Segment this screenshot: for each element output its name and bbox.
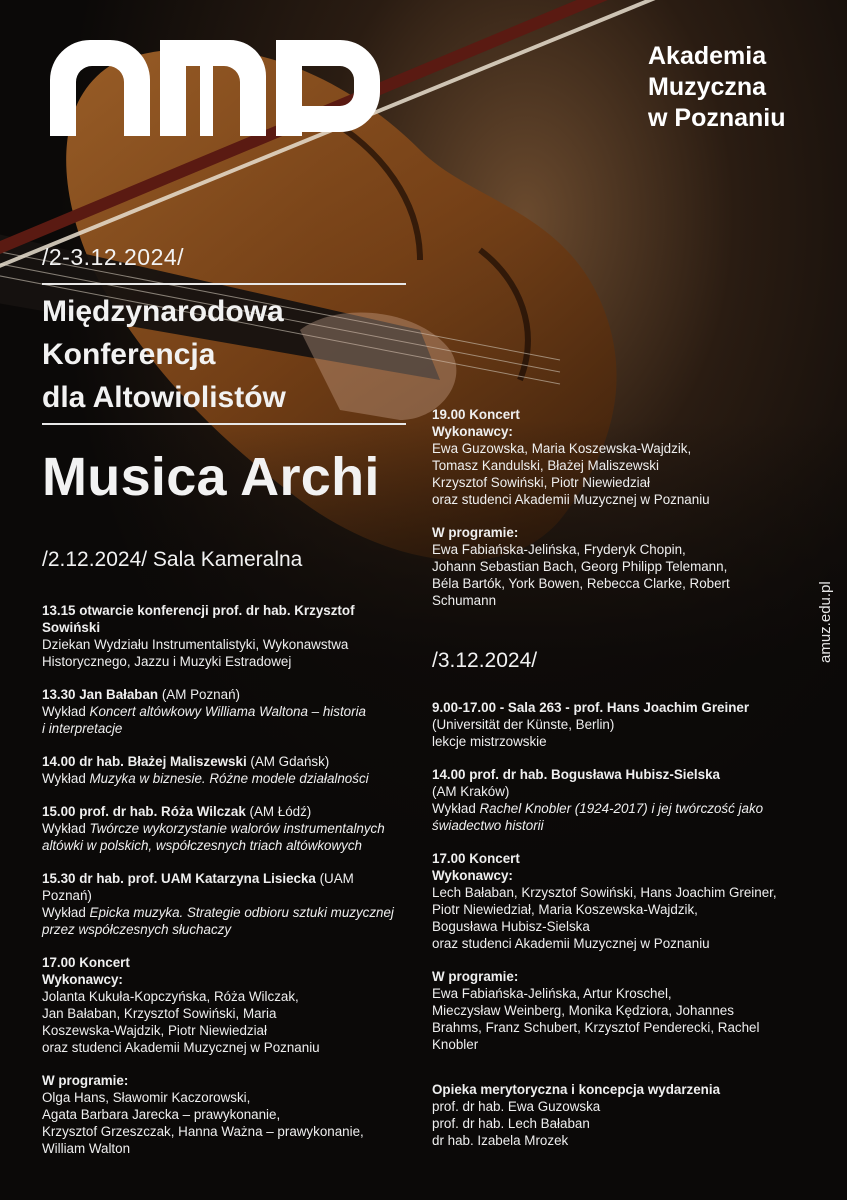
item-text: Ewa Fabiańska-Jelińska, Artur Kroschel, — [432, 986, 672, 1001]
academy-name-line: Muzyczna — [648, 73, 767, 101]
item-text: Ewa Guzowska, Maria Koszewska-Wajdzik, — [432, 441, 692, 456]
item-time-title: 17.00 Koncert — [42, 955, 130, 970]
credits-person: prof. dr hab. Lech Bałaban — [432, 1116, 590, 1131]
item-text: Brahms, Franz Schubert, Krzysztof Penderecki, Rachel — [432, 1020, 760, 1035]
academy-name-line: w Poznaniu — [648, 104, 786, 132]
item-text: Mieczysław Weinberg, Monika Kędziora, Johannes — [432, 1003, 734, 1018]
schedule-item-lecture — [42, 870, 422, 938]
lecture-label: Wykład — [432, 801, 480, 816]
credits-person: dr hab. Izabela Mrozek — [432, 1133, 569, 1148]
lecture-title: altówki w polskich, współczesnych triach altówkowych — [42, 838, 363, 853]
divider — [42, 423, 406, 425]
lecture-label: Wykład — [42, 704, 90, 719]
lecture-title: i interpretacje — [42, 721, 123, 736]
schedule-item-program — [432, 524, 812, 609]
item-text: Bogusława Hubisz-Sielska — [432, 919, 590, 934]
item-time-title: 19.00 Koncert — [432, 407, 520, 422]
item-time-title: 13.30 Jan Bałaban — [42, 687, 159, 702]
item-time-title: 9.00-17.00 - Sala 263 - prof. Hans Joachim Greiner — [432, 700, 750, 715]
lecture-title: Twórcze wykorzystanie walorów instrumentalnych — [89, 821, 385, 836]
item-text: oraz studenci Akademii Muzycznej w Poznaniu — [432, 492, 710, 507]
item-affiliation: (AM Kraków) — [432, 784, 510, 799]
item-time-title: 13.15 otwarcie konferencji prof. dr hab. Krzysztof — [42, 603, 355, 618]
item-time-title: 14.00 dr hab. Błażej Maliszewski — [42, 754, 247, 769]
lecture-title: Koncert altówkowy Williama Waltona – historia — [89, 704, 366, 719]
schedule-item-lecture — [432, 766, 812, 834]
credits — [432, 1081, 812, 1149]
performers-label: Wykonawcy: — [42, 972, 123, 987]
performers-label: Wykonawcy: — [432, 868, 513, 883]
item-affiliation: (AM Łódź) — [245, 804, 312, 819]
item-time-title: 15.30 dr hab. prof. UAM Katarzyna Lisiecka — [42, 871, 316, 886]
schedule-item-program — [432, 968, 812, 1053]
lecture-title: przez współczesnych słuchaczy — [42, 922, 232, 937]
item-text: Béla Bartók, York Bowen, Rebecca Clarke, Robert — [432, 576, 730, 591]
event-name: Musica Archi — [42, 447, 380, 507]
program-label: W programie: — [42, 1073, 129, 1088]
day2-heading: /3.12.2024/ — [432, 649, 538, 672]
schedule-item-concert — [432, 850, 812, 952]
item-time-title: 17.00 Koncert — [432, 851, 520, 866]
program-label: W programie: — [432, 969, 519, 984]
item-text: Lech Bałaban, Krzysztof Sowiński, Hans Joachim Greiner, — [432, 885, 777, 900]
item-text: oraz studenci Akademii Muzycznej w Poznaniu — [432, 936, 710, 951]
item-time-title: Sowiński — [42, 620, 101, 635]
schedule-item-opening — [42, 602, 422, 670]
schedule-item-lecture — [42, 803, 422, 854]
lecture-title: Muzyka w biznesie. Różne modele działalności — [89, 771, 369, 786]
item-text: Tomasz Kandulski, Błażej Maliszewski — [432, 458, 659, 473]
academy-name-line: Akademia — [648, 42, 767, 70]
performers-label: Wykonawcy: — [432, 424, 513, 439]
item-text: oraz studenci Akademii Muzycznej w Poznaniu — [42, 1040, 320, 1055]
lecture-label: Wykład — [42, 905, 90, 920]
item-text: Dziekan Wydziału Instrumentalistyki, Wykonawstwa — [42, 637, 349, 652]
item-time-title: 14.00 prof. dr hab. Bogusława Hubisz-Sielska — [432, 767, 720, 782]
lecture-title: Rachel Knobler (1924-2017) i jej twórczość jako — [479, 801, 764, 816]
item-text: Ewa Fabiańska-Jelińska, Fryderyk Chopin, — [432, 542, 686, 557]
item-text: Agata Barbara Jarecka – prawykonanie, — [42, 1107, 281, 1122]
item-text: William Walton — [42, 1141, 131, 1156]
schedule-item-concert — [42, 954, 422, 1056]
conference-title-line: Konferencja — [42, 338, 216, 371]
conference-title-line: dla Altowiolistów — [42, 381, 286, 414]
day1-heading: /2.12.2024/ Sala Kameralna — [42, 548, 303, 571]
item-text: Piotr Niewiedział, Maria Koszewska-Wajdzik, — [432, 902, 698, 917]
item-affiliation: (Universität der Künste, Berlin) — [432, 717, 615, 732]
conference-dates: /2-3.12.2024/ — [42, 244, 185, 270]
item-affiliation: (UAM — [315, 871, 354, 886]
divider — [42, 283, 406, 285]
item-text: Schumann — [432, 593, 497, 608]
item-affiliation: (AM Poznań) — [158, 687, 240, 702]
lecture-label: Wykład — [42, 821, 90, 836]
academy-name — [648, 41, 828, 134]
credits-person: prof. dr hab. Ewa Guzowska — [432, 1099, 601, 1114]
schedule-item-masterclass — [432, 699, 812, 750]
credits-heading: Opieka merytoryczna i koncepcja wydarzenia — [432, 1082, 721, 1097]
item-affiliation: (AM Gdańsk) — [246, 754, 330, 769]
lecture-title: świadectwo historii — [432, 818, 544, 833]
program-label: W programie: — [432, 525, 519, 540]
item-text: Jan Bałaban, Krzysztof Sowiński, Maria — [42, 1006, 277, 1021]
item-affiliation: Poznań) — [42, 888, 92, 903]
item-text: Johann Sebastian Bach, Georg Philipp Telemann, — [432, 559, 728, 574]
schedule-item-concert — [432, 406, 812, 508]
lecture-label: Wykład — [42, 771, 90, 786]
item-text: Historycznego, Jazzu i Muzyki Estradowej — [42, 654, 292, 669]
right-column-schedule — [432, 406, 812, 1165]
item-text: Olga Hans, Sławomir Kaczorowski, — [42, 1090, 251, 1105]
item-text: Jolanta Kukuła-Kopczyńska, Róża Wilczak, — [42, 989, 299, 1004]
schedule-item-lecture — [42, 686, 422, 737]
item-text: Krzysztof Grzeszczak, Hanna Ważna – prawykonanie, — [42, 1124, 364, 1139]
website-url[interactable]: amuz.edu.pl — [817, 581, 834, 663]
amp-logo — [50, 40, 380, 136]
conference-title-line: Międzynarodowa — [42, 295, 284, 328]
day1-schedule — [42, 548, 422, 1173]
lecture-title: Epicka muzyka. Strategie odbioru sztuki muzycznej — [89, 905, 394, 920]
schedule-item-program — [42, 1072, 422, 1157]
item-text: lekcje mistrzowskie — [432, 734, 547, 749]
schedule-item-lecture — [42, 753, 422, 787]
item-text: Knobler — [432, 1037, 479, 1052]
item-text: Krzysztof Sowiński, Piotr Niewiedział — [432, 475, 651, 490]
item-time-title: 15.00 prof. dr hab. Róża Wilczak — [42, 804, 246, 819]
item-text: Koszewska-Wajdzik, Piotr Niewiedział — [42, 1023, 267, 1038]
conference-title — [42, 290, 286, 419]
